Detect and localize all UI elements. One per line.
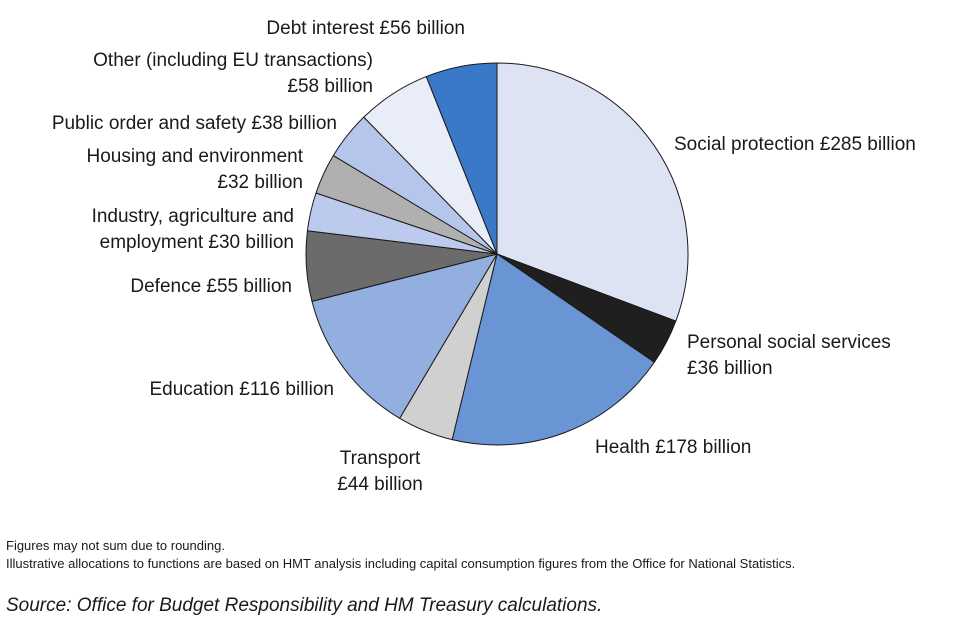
slice-label-line: Defence £55 billion [130,276,292,298]
slice-label-line: £32 billion [217,172,303,194]
slice-label-line: Education £116 billion [149,379,334,401]
rounding-note: Figures may not sum due to rounding. [6,538,225,553]
chart-notes [6,537,795,573]
slice-label-health [595,437,751,458]
slice-label-line: £44 billion [337,474,423,496]
slice-label-line: £58 billion [287,76,373,98]
slice-label-industry-agriculture-and-employment [92,206,294,253]
slice-label-line: £36 billion [687,358,773,380]
slice-label-line: Social protection £285 billion [674,134,916,156]
slice-label-line: employment £30 billion [99,232,294,254]
slice-label-line: Personal social services [687,332,891,354]
slice-label-housing-and-environment [86,146,303,193]
slice-label-line: Other (including EU transactions) [93,50,373,72]
slice-label-social-protection [674,134,916,155]
slice-label-line: Health £178 billion [595,437,752,459]
pie-slices [306,63,688,445]
slice-label-personal-social-services [687,332,891,379]
slice-label-debt-interest [266,18,465,39]
slice-label-line: Industry, agriculture and [91,206,294,228]
slice-label-other-including-eu-transactions [93,50,373,97]
allocations-note: Illustrative allocations to functions are based on HMT analysis including capital consumption figures from the Office for National Statistics. [6,556,796,571]
slice-label-line: Debt interest £56 billion [266,18,465,40]
slice-label-education [149,379,334,400]
slice-label-defence [130,276,292,297]
source-note: Source: Office for Budget Responsibility and HM Treasury calculations. [6,595,603,616]
slice-label-line: Housing and environment [86,146,303,168]
slice-label-line: Public order and safety £38 billion [51,113,337,135]
slice-label-public-order-and-safety [52,113,337,134]
slice-label-transport [337,448,423,495]
slice-label-line: Transport [339,448,421,470]
